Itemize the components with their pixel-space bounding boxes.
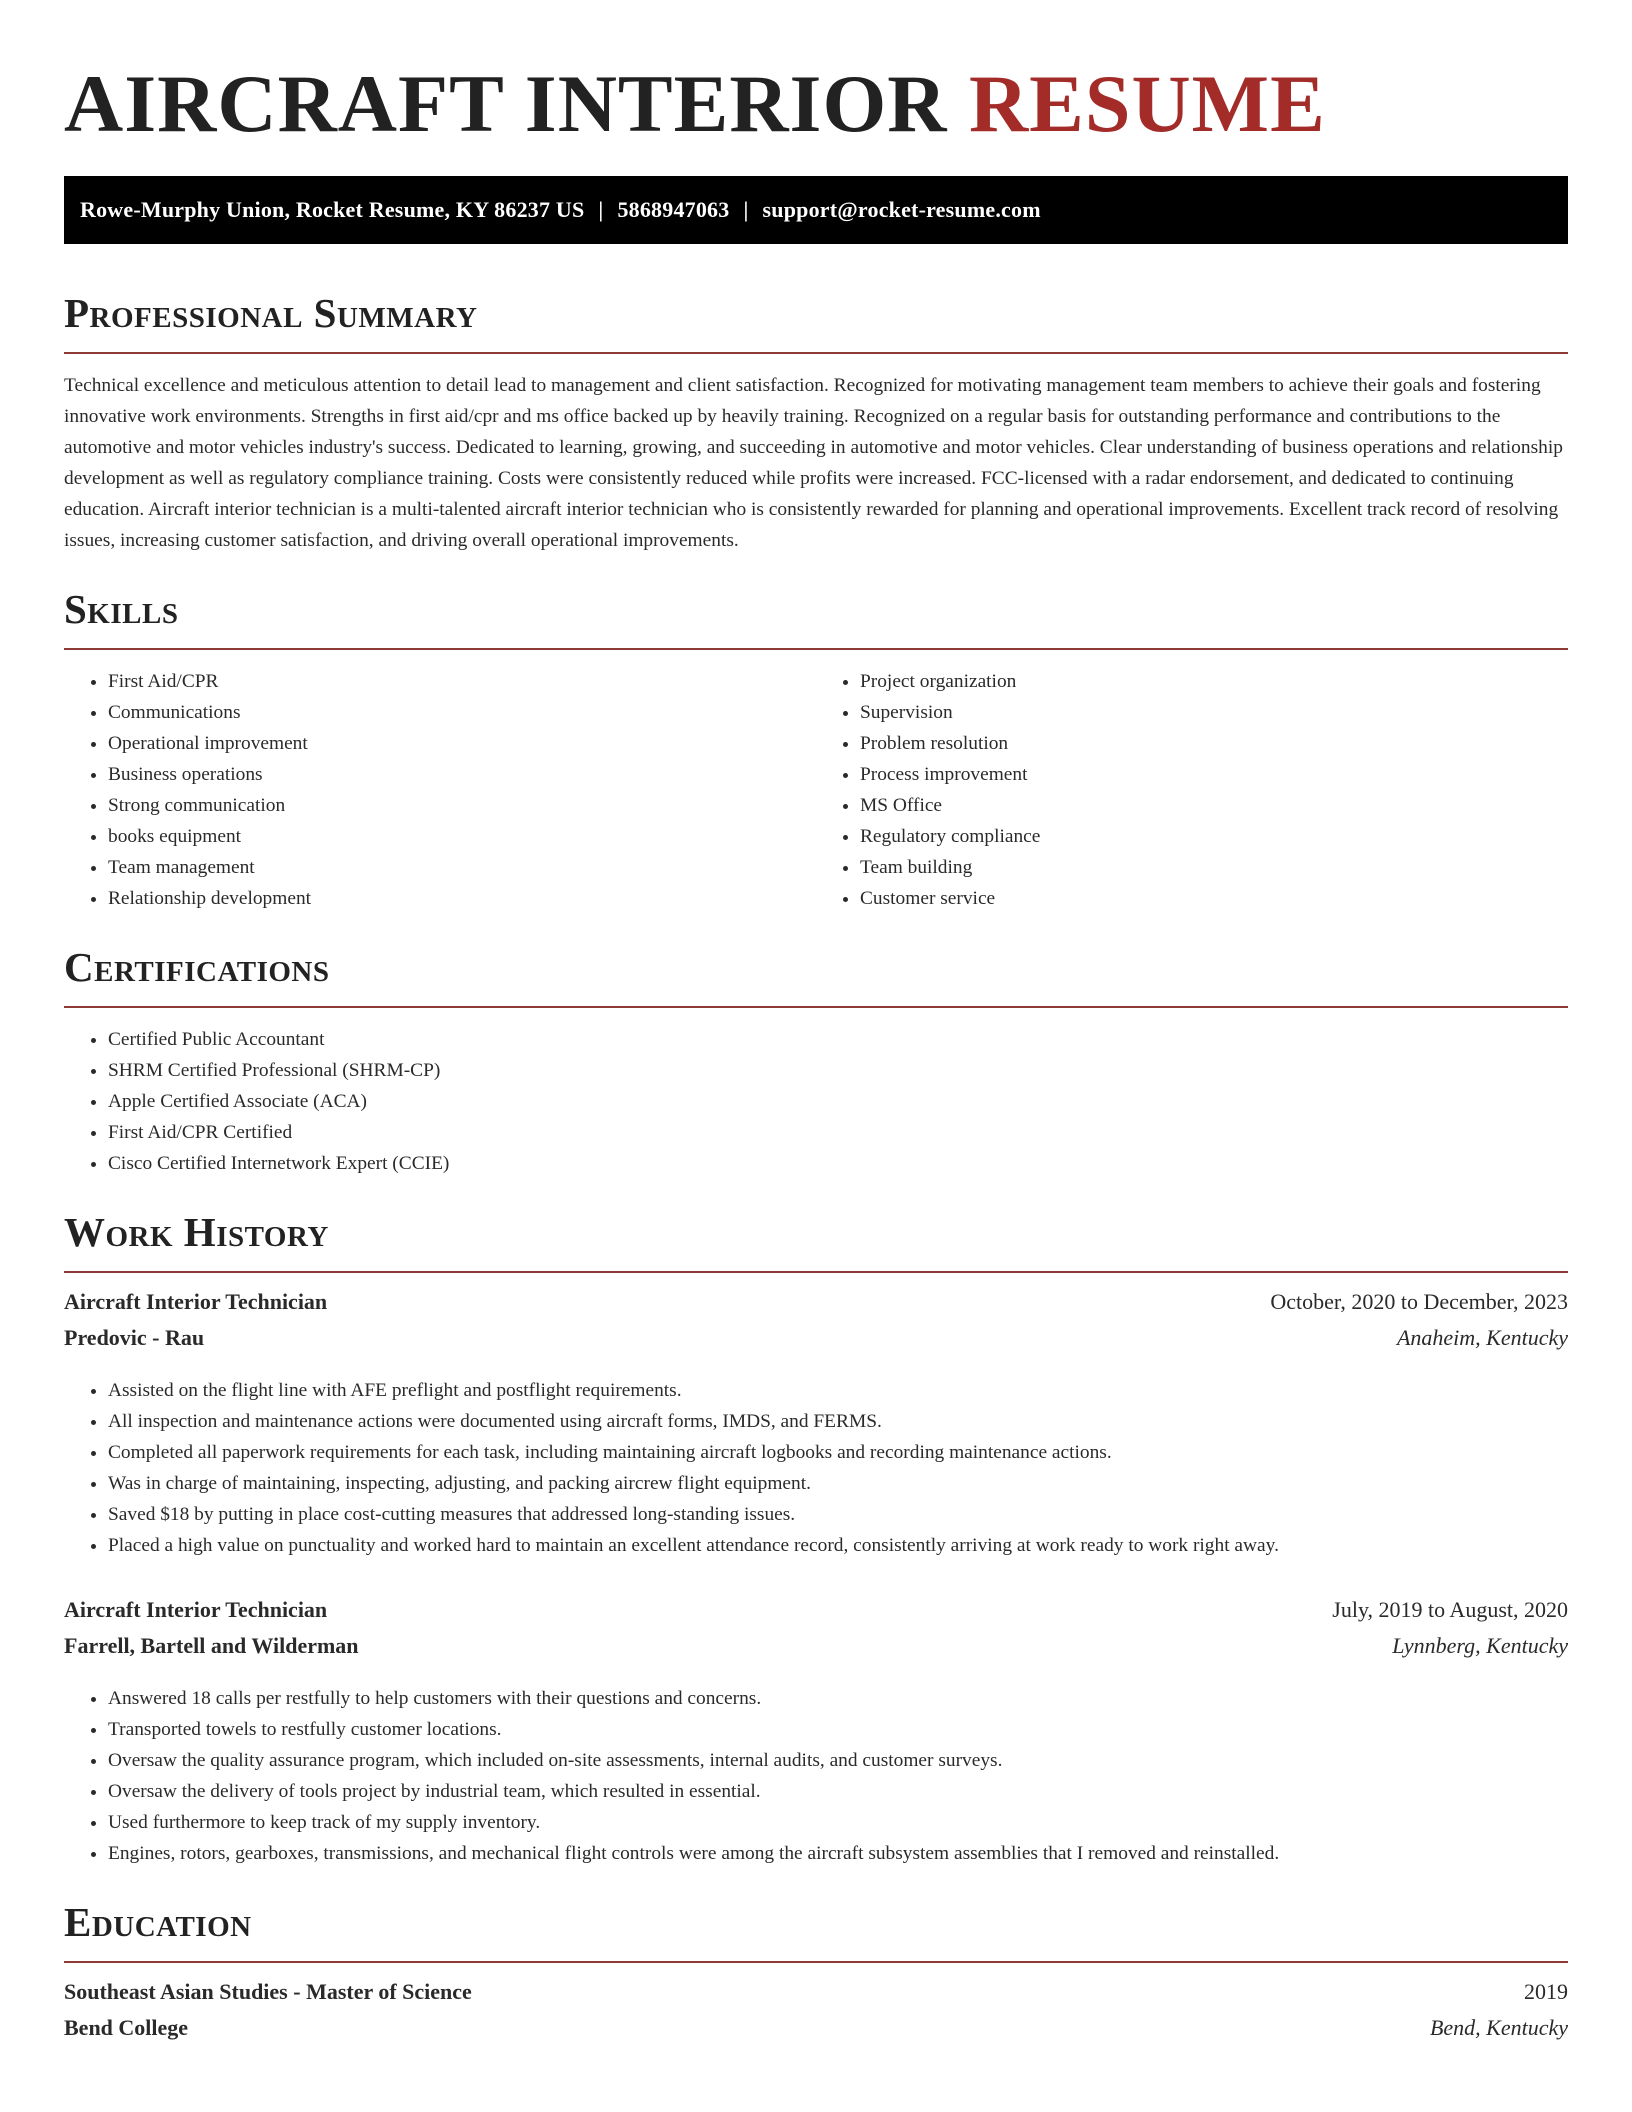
skill-item: • Relationship development — [108, 883, 816, 914]
skill-item: • Customer service — [860, 883, 1568, 914]
skills-list-right — [816, 666, 1568, 914]
summary-section — [64, 290, 1568, 556]
certification-item: • SHRM Certified Professional (SHRM-CP) — [108, 1055, 1568, 1086]
job-bullet: • Placed a high value on punctuality and worked hard to maintain an excellent attendance record, consistently arriving at work ready to work right away. — [108, 1530, 1568, 1561]
certification-item: • Apple Certified Associate (ACA) — [108, 1086, 1568, 1117]
job-title-row — [64, 1289, 1568, 1325]
contact-address: Rowe-Murphy Union, Rocket Resume, KY 86237 US — [80, 197, 585, 222]
section-heading: Skills — [64, 586, 179, 632]
skill-item: • books equipment — [108, 821, 816, 852]
skill-item: • Problem resolution — [860, 728, 1568, 759]
skill-item: • Strong communication — [108, 790, 816, 821]
section-divider — [64, 648, 1568, 650]
section-divider — [64, 1006, 1568, 1008]
certification-item: • Cisco Certified Internetwork Expert (CCIE) — [108, 1148, 1568, 1179]
job-company-row — [64, 1633, 1568, 1669]
skills-columns — [64, 666, 1568, 914]
skill-item: • Team building — [860, 852, 1568, 883]
job-dates: October, 2020 to December, 2023 — [1270, 1289, 1568, 1314]
skill-item: • Business operations — [108, 759, 816, 790]
education-year: 2019 — [1524, 1979, 1568, 2004]
skill-item: • MS Office — [860, 790, 1568, 821]
job-location: Lynnberg, Kentucky — [1392, 1633, 1568, 1658]
skill-item: • Supervision — [860, 697, 1568, 728]
job-bullet: • Was in charge of maintaining, inspecting, adjusting, and packing aircrew flight equipment. — [108, 1468, 1568, 1499]
job-bullets — [64, 1375, 1568, 1561]
job-title: Aircraft Interior Technician — [64, 1597, 328, 1622]
education-section — [64, 1899, 1568, 2051]
education-degree: Southeast Asian Studies - Master of Science — [64, 1979, 472, 2004]
job-entry — [64, 1597, 1568, 1869]
section-heading: Professional Summary — [64, 290, 478, 336]
section-heading: Work History — [64, 1209, 329, 1255]
skill-item: • Process improvement — [860, 759, 1568, 790]
skill-item: • Operational improvement — [108, 728, 816, 759]
skill-item: • Regulatory compliance — [860, 821, 1568, 852]
job-location: Anaheim, Kentucky — [1396, 1325, 1568, 1350]
job-company: Farrell, Bartell and Wilderman — [64, 1633, 359, 1658]
job-title-row — [64, 1597, 1568, 1633]
skills-section — [64, 586, 1568, 914]
certification-item: • First Aid/CPR Certified — [108, 1117, 1568, 1148]
title-accent: RESUME — [968, 58, 1326, 149]
education-school: Bend College — [64, 2015, 189, 2040]
education-location: Bend, Kentucky — [1429, 2015, 1568, 2040]
certifications-section — [64, 944, 1568, 1179]
section-divider — [64, 352, 1568, 354]
job-bullet: • Oversaw the quality assurance program, which included on-site assessments, internal audits, and customer surveys. — [108, 1745, 1568, 1776]
contact-separator: | — [598, 197, 604, 222]
resume-title — [64, 56, 1568, 152]
title-main: AIRCRAFT INTERIOR — [64, 58, 948, 149]
job-bullet: • Saved $18 by putting in place cost-cutting measures that addressed long-standing issues. — [108, 1499, 1568, 1530]
job-bullets — [64, 1683, 1568, 1869]
skill-item: • Project organization — [860, 666, 1568, 697]
section-heading: Certifications — [64, 944, 330, 990]
education-entry — [64, 1979, 1568, 2051]
job-company-row — [64, 1325, 1568, 1361]
work-history-section — [64, 1209, 1568, 1869]
contact-email[interactable]: support@rocket-resume.com — [762, 197, 1041, 222]
education-school-row — [64, 2015, 1568, 2051]
job-bullet: • All inspection and maintenance actions were documented using aircraft forms, IMDS, and FERMS. — [108, 1406, 1568, 1437]
job-bullet: • Completed all paperwork requirements for each task, including maintaining aircraft logbooks and recording maintenance actions. — [108, 1437, 1568, 1468]
section-divider — [64, 1961, 1568, 1963]
job-bullet: • Oversaw the delivery of tools project by industrial team, which resulted in essential. — [108, 1776, 1568, 1807]
contact-separator: | — [743, 197, 749, 222]
job-bullet: • Assisted on the flight line with AFE preflight and postflight requirements. — [108, 1375, 1568, 1406]
skill-item: • Communications — [108, 697, 816, 728]
job-bullet: • Transported towels to restfully customer locations. — [108, 1714, 1568, 1745]
section-divider — [64, 1271, 1568, 1273]
job-bullet: • Engines, rotors, gearboxes, transmissions, and mechanical flight controls were among the aircraft subsystem assemblies that I removed and reinstalled. — [108, 1838, 1568, 1869]
education-degree-row — [64, 1979, 1568, 2015]
job-title: Aircraft Interior Technician — [64, 1289, 328, 1314]
certifications-list — [64, 1024, 1568, 1179]
skills-list-left — [64, 666, 816, 914]
job-dates: July, 2019 to August, 2020 — [1332, 1597, 1568, 1622]
summary-text: Technical excellence and meticulous attention to detail lead to management and client satisfaction. Recognized for motivating management team members to achieve their goals and fostering innovative work environments. Strengths in first aid/cpr and ms office backed up by heavily training. Recognized on a regular basis for outstanding performance and contributions to the automotive and motor vehicles industry's success. Dedicated to learning, growing, and succeeding in automotive and motor vehicles. Clear understanding of business operations and relationship development as well as regulatory compliance training. Costs were consistently reduced while profits were increased. FCC-licensed with a radar endorsement, and dedicated to continuing education. Aircraft interior technician is a multi-talented aircraft interior technician who is consistently rewarded for planning and operational improvements. Excellent track record of resolving issues, increasing customer satisfaction, and driving overall operational improvements. — [64, 375, 1563, 551]
skill-item: • First Aid/CPR — [108, 666, 816, 697]
contact-bar — [64, 176, 1568, 244]
job-bullet: • Used furthermore to keep track of my supply inventory. — [108, 1807, 1568, 1838]
job-company: Predovic - Rau — [64, 1325, 205, 1350]
job-bullet: • Answered 18 calls per restfully to help customers with their questions and concerns. — [108, 1683, 1568, 1714]
contact-phone[interactable]: 5868947063 — [617, 197, 730, 222]
job-entry — [64, 1289, 1568, 1561]
skill-item: • Team management — [108, 852, 816, 883]
section-heading: Education — [64, 1899, 252, 1945]
certification-item: • Certified Public Accountant — [108, 1024, 1568, 1055]
